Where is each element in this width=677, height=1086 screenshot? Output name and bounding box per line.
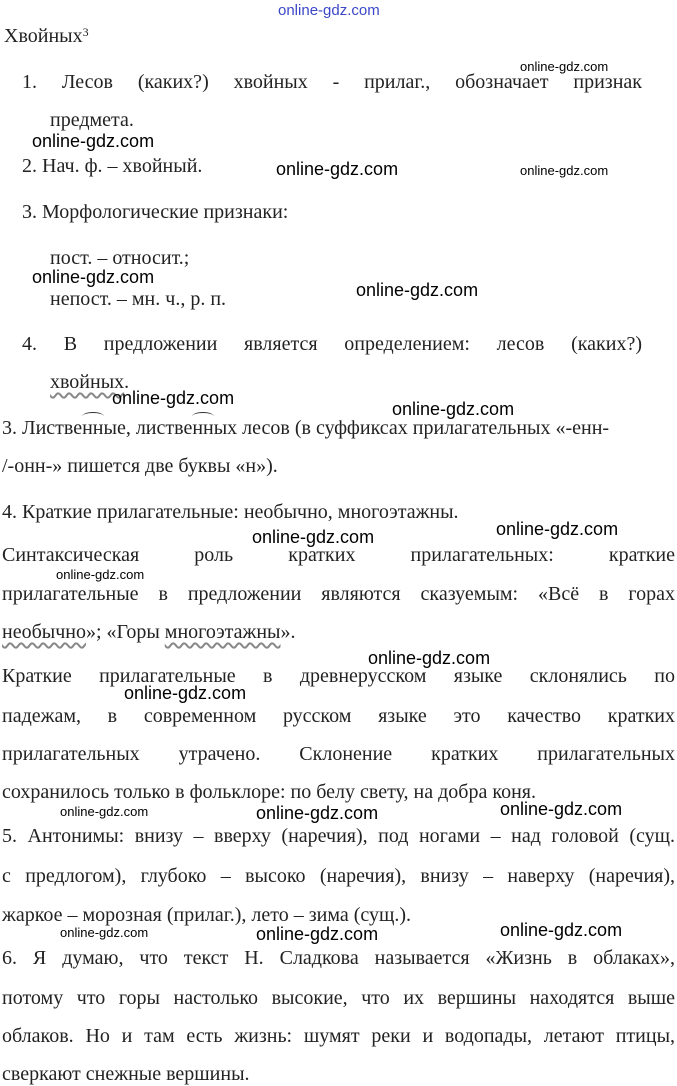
item-4-underlined-word: хвойных [50, 371, 125, 393]
watermark: online-gdz.com [500, 799, 623, 819]
item-3-variable: непост. – мн. ч., р. п. [50, 288, 227, 310]
watermark: online-gdz.com [60, 925, 149, 940]
p4-line-2: Синтаксическая роль кратких прилагательных: краткие [2, 544, 675, 566]
p4-line-6: падежам, в современном русском языке это качество кратких [2, 705, 675, 727]
watermark: online-gdz.com [256, 803, 379, 823]
p3-line-1: 3. Лиственные, лиственных лесов (в суффиксах прилагательных «-енн- [2, 417, 610, 439]
item-3-constant: пост. – относит.; [50, 247, 190, 269]
watermark: online-gdz.com [32, 267, 155, 287]
watermark-top: online-gdz.com [278, 2, 380, 19]
watermark: online-gdz.com [256, 924, 379, 944]
item-4-line-2: хвойных. [50, 371, 130, 393]
watermark: online-gdz.com [368, 648, 491, 668]
p4-line-5: Краткие прилагательные в древнерусском языке склонялись по [2, 665, 675, 687]
p4-line-7: прилагательных утрачено. Склонение кратких прилагательных [2, 743, 675, 765]
title-footnote: 3 [82, 25, 89, 39]
suffix-arc-1: нн [82, 417, 104, 439]
p6-line-3: облаков. Но и там есть жизнь: шумят реки и водопады, летают птицы, [2, 1025, 675, 1047]
item-3: 3. Морфологические признаки: [22, 201, 289, 223]
watermark: online-gdz.com [496, 519, 619, 539]
item-4-line-1: 4. В предложении является определением: лесов (каких?) [22, 333, 642, 355]
underlined-necobychno: необычно [2, 621, 86, 643]
watermark: online-gdz.com [32, 131, 155, 151]
watermark: online-gdz.com [356, 280, 479, 300]
p4-line-8: сохранилось только в фольклоре: по белу свету, на добра коня. [2, 781, 536, 803]
underlined-mnogoetazhny: многоэтажны [164, 621, 281, 643]
watermark: online-gdz.com [56, 567, 145, 582]
watermark: online-gdz.com [500, 920, 623, 940]
p4-line-1: 4. Краткие прилагательные: необычно, многоэтажны. [2, 501, 459, 523]
watermark: online-gdz.com [392, 399, 515, 419]
watermark: online-gdz.com [252, 527, 375, 547]
watermark: online-gdz.com [520, 163, 609, 178]
p4-line-3: прилагательные в предложении являются сказуемым: «Всё в горах [2, 583, 675, 605]
item-1-line-1: 1. Лесов (каких?) хвойных - прилаг., обозначает признак [22, 71, 642, 93]
p6-line-2: потому что горы настолько высокие, что их вершины находятся выше [2, 987, 675, 1009]
watermark: online-gdz.com [112, 388, 235, 408]
p3-line-2: /-онн-» пишется две буквы «н»). [2, 455, 278, 477]
item-2: 2. Нач. ф. – хвойный. [22, 155, 203, 177]
title-text: Хвойных [4, 25, 83, 47]
p5-line-3: жаркое – морозная (прилаг.), лето – зима (сущ.). [2, 904, 412, 926]
watermark: online-gdz.com [276, 159, 399, 179]
page-title [4, 24, 89, 48]
watermark: online-gdz.com [60, 804, 149, 819]
watermark: online-gdz.com [520, 59, 609, 74]
p6-line-4: сверкают снежные вершины. [2, 1063, 250, 1085]
suffix-arc-2: нн [192, 417, 214, 439]
p5-line-1: 5. Антонимы: внизу – вверху (наречия), под ногами – над головой (сущ. [2, 825, 675, 847]
item-1-line-2: предмета. [50, 109, 134, 131]
p6-line-1: 6. Я думаю, что текст Н. Сладкова называется «Жизнь в облаках», [2, 947, 675, 969]
watermark: online-gdz.com [124, 683, 247, 703]
p5-line-2: с предлогом), глубоко – высоко (наречия), внизу – наверху (наречия), [2, 865, 675, 887]
p4-line-4: необычно»; «Горы многоэтажны». [2, 621, 296, 643]
